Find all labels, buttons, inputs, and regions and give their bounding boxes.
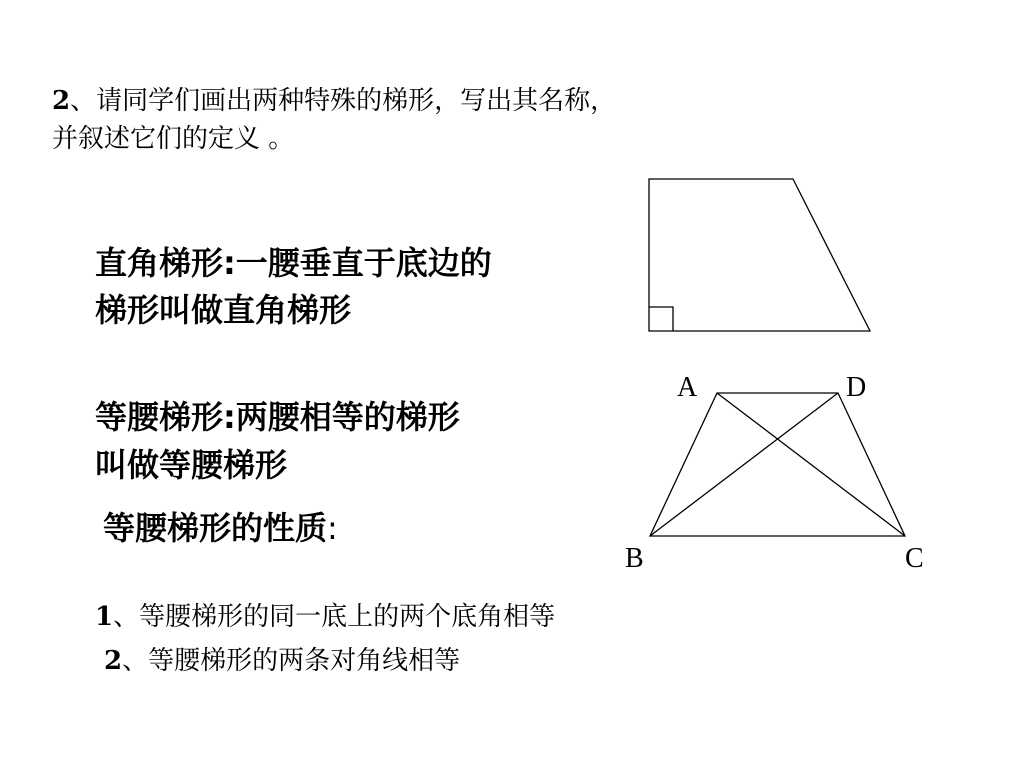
question-line-2: 并叙述它们的定义 。 <box>52 124 295 154</box>
property-1-number: 1 <box>95 602 114 632</box>
question-number: 2 <box>52 86 71 116</box>
right-angle-marker <box>649 307 673 331</box>
property-2-text: 、等腰梯形的两条对角线相等 <box>122 646 461 676</box>
vertex-label-a: A <box>677 372 698 403</box>
vertex-label-c: C <box>905 543 924 574</box>
right-trapezoid-figure <box>649 179 870 331</box>
vertex-label-b: B <box>625 543 644 574</box>
isosceles-trapezoid-definition-1: 等腰梯形:两腰相等的梯形 <box>95 398 460 436</box>
vertex-label-d: D <box>846 372 867 403</box>
question-text-1: 、请同学们画出两种特殊的梯形，写出其名称， <box>70 86 617 116</box>
right-trapezoid-definition-1: 直角梯形:一腰垂直于底边的 <box>95 244 492 282</box>
isosceles-trapezoid-outline <box>650 393 905 536</box>
properties-heading-text: 等腰梯形的性质 <box>103 509 328 547</box>
diagonal-bd <box>650 393 838 536</box>
properties-heading-colon: : <box>327 509 338 547</box>
right-trapezoid-outline <box>649 179 870 331</box>
diagonal-ac <box>717 393 905 536</box>
right-trapezoid-definition-2: 梯形叫做直角梯形 <box>95 291 352 329</box>
isosceles-trapezoid-definition-2: 叫做等腰梯形 <box>95 446 288 484</box>
isosceles-trapezoid-figure <box>625 372 924 574</box>
property-2-number: 2 <box>104 646 123 676</box>
property-1-text: 、等腰梯形的同一底上的两个底角相等 <box>113 602 556 632</box>
